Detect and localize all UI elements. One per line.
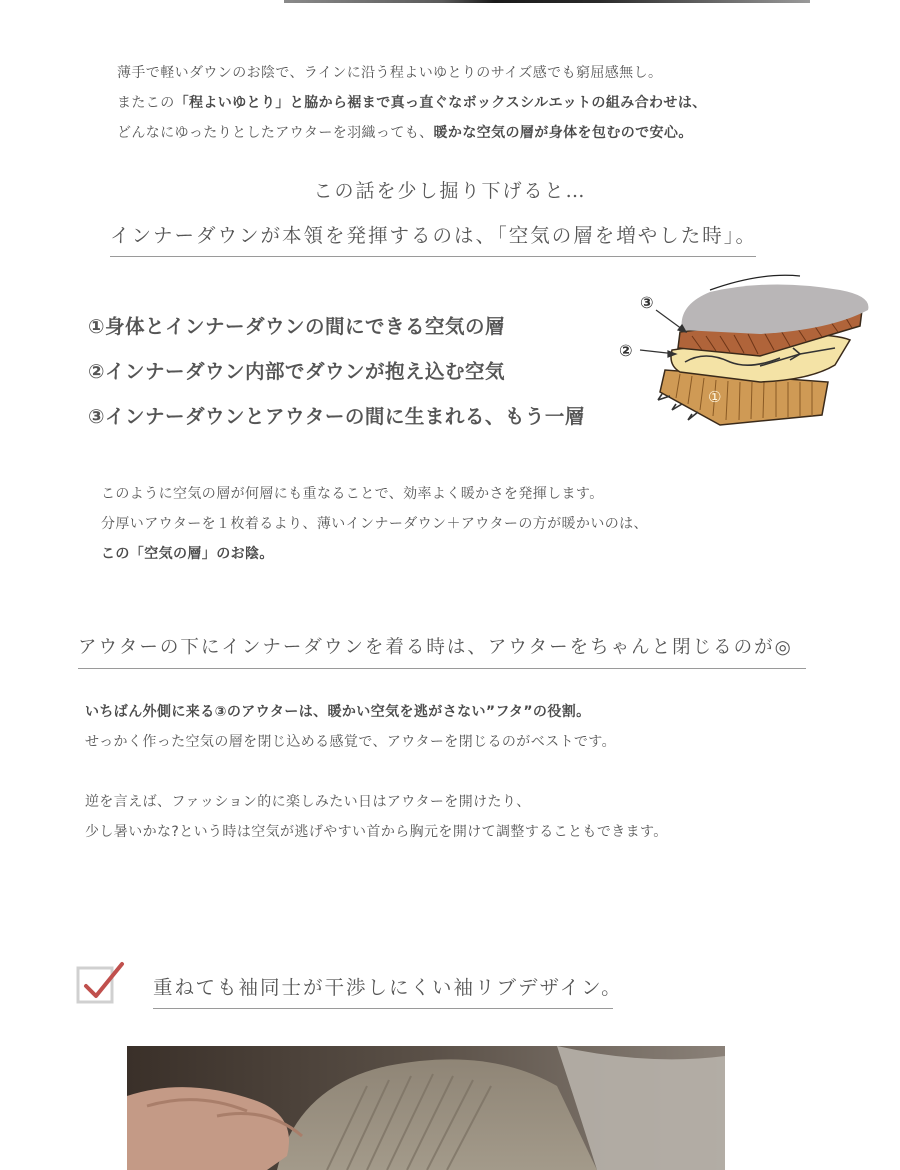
- sub-lead: この話を少し掘り下げると…: [313, 180, 587, 202]
- air-layer-1: ①身体とインナーダウンの間にできる空気の層: [88, 315, 506, 338]
- intro-line-3: [117, 118, 707, 148]
- sleeve-photo: [127, 1046, 725, 1170]
- intro-paragraph: [117, 58, 707, 148]
- intro-line-3-plain: どんなにゆったりとしたアウターを羽織っても、: [117, 125, 434, 141]
- heading-sleeve-design: 重ねても袖同士が干渉しにくい袖リブデザイン。: [153, 968, 613, 1009]
- label-2: ②: [619, 341, 633, 360]
- layer-illustration: [610, 270, 875, 440]
- checkbox-check-icon: [76, 960, 126, 1006]
- intro-line-3-bold: 暖かな空気の層が身体を包むので安心。: [433, 125, 693, 141]
- outer-line-1-bold: いちばん外側に来る③のアウターは、暖かい空気を逃がさない”フタ”の役割。: [85, 704, 591, 720]
- intro-line-2: [117, 88, 707, 118]
- outer-line-3: 逆を言えば、ファッション的に楽しみたい日はアウターを開けたり、: [85, 794, 531, 810]
- outer-line-1: [85, 697, 668, 727]
- label-3: ③: [640, 293, 654, 312]
- outer-line-4: 少し暑いかな?という時は空気が逃げやすい首から胸元を開けて調整することもできます。: [85, 824, 668, 840]
- outer-paragraph: [85, 697, 668, 847]
- air-layer-3: ③インナーダウンとアウターの間に生まれる、もう一層: [88, 405, 585, 428]
- heading-inner-power: インナーダウンが本領を発揮するのは、「空気の層を増やした時」。: [110, 216, 756, 257]
- air-layer-list: [88, 304, 585, 439]
- air-layer-2: ②インナーダウン内部でダウンが抱え込む空気: [88, 360, 506, 383]
- heading-close-outer: アウターの下にインナーダウンを着る時は、アウターをちゃんと閉じるのが◎: [78, 628, 806, 669]
- outer-line-2: せっかく作った空気の層を閉じ込める感覚で、アウターを閉じるのがベストです。: [85, 734, 616, 750]
- intro-line-2-plain: またこの: [117, 95, 175, 111]
- intro-line-2-bold: 「程よいゆとり」と脇から裾まで真っ直ぐなボックスシルエットの組み合わせは、: [174, 95, 707, 111]
- top-photo-edge: [284, 0, 810, 3]
- label-1: ①: [708, 388, 722, 406]
- summary-line-3-bold: この「空気の層」のお陰。: [101, 546, 274, 562]
- summary-line-3: [101, 539, 648, 569]
- summary-line-1: このように空気の層が何層にも重なることで、効率よく暖かさを発揮します。: [101, 486, 604, 502]
- summary-line-2: 分厚いアウターを１枚着るより、薄いインナーダウン＋アウターの方が暖かいのは、: [101, 516, 648, 532]
- intro-line-1: 薄手で軽いダウンのお陰で、ラインに沿う程よいゆとりのサイズ感でも窮屈感無し。: [117, 65, 663, 81]
- summary-paragraph: [101, 479, 648, 569]
